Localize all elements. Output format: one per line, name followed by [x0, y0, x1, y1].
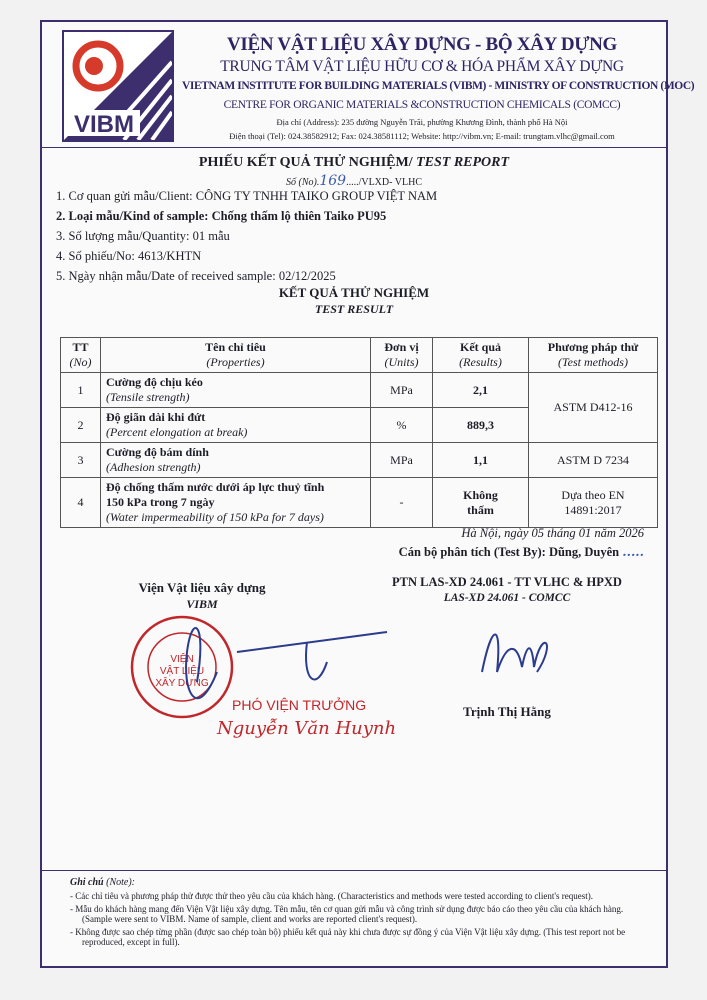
right-signer-name: Trịnh Thị Hằng — [463, 704, 551, 719]
note-item: - Không được sao chép từng phần (được sao chép toàn bộ) phiếu kết quả này khi chưa được sự đồng ý của Viện Vật liệu xây dựng. (This test report not be reproduced, except in full). — [70, 927, 626, 947]
svg-text:VIỆN: VIỆN — [170, 654, 194, 665]
vibm-logo — [62, 30, 174, 142]
info-client: 1. Cơ quan gửi mẫu/Client: CÔNG TY TNHH TAIKO GROUP VIỆT NAM — [56, 189, 438, 203]
result-heading: KẾT QUẢ THỬ NGHIỆM — [278, 285, 430, 300]
centre-name-en: CENTRE FOR ORGANIC MATERIALS &CONSTRUCTION CHEMICALS (COMCC) — [223, 99, 621, 111]
info-number: 4. Số phiếu/No: 4613/KHTN — [56, 249, 202, 263]
right-signer-lab-en: LAS-XD 24.061 - COMCC — [443, 592, 571, 604]
right-signer-lab: PTN LAS-XD 24.061 - TT VLHC & HPXD — [392, 575, 622, 589]
svg-text:VIBM: VIBM — [74, 111, 134, 138]
table-row: 1 Cường độ chịu kéo (Tensile strength) MPa 2,1 ASTM D412-16 — [61, 373, 658, 408]
svg-text:VẬT LIỆU: VẬT LIỆU — [159, 666, 205, 677]
note-item: - Mẫu do khách hàng mang đến Viện Vật liệu xây dựng. Tên mẫu, tên cơ quan gửi mẫu và công trình sử dụng được báo cáo theo yêu cầu của khách hàng. (Sample were sent to VIBM. Name of sample, client and works are reported client's request). — [70, 904, 624, 924]
institute-name-en: VIETNAM INSTITUTE FOR BUILDING MATERIALS (VIBM) - MINISTRY OF CONSTRUCTION (MOC) — [182, 80, 695, 92]
address: Địa chỉ (Address): 235 đường Nguyễn Trãi, phường Khương Đình, thành phố Hà Nội — [276, 117, 568, 127]
result-heading-en: TEST RESULT — [314, 302, 394, 316]
table-row: 3 Cường độ bám dính (Adhesion strength) MPa 1,1 ASTM D 7234 — [61, 443, 658, 478]
date-line: Hà Nội, ngày 05 tháng 01 năm 2026 — [461, 526, 644, 540]
institute-name-vi: VIỆN VẬT LIỆU XÂY DỰNG - BỘ XÂY DỰNG — [227, 34, 617, 55]
svg-text:XÂY DỰNG: XÂY DỰNG — [155, 678, 209, 689]
note-item: - Các chỉ tiêu và phương pháp thử được thử theo yêu cầu của khách hàng. (Characteristics and methods were tested according to client's request). — [70, 891, 593, 901]
notes-section: Ghi chú (Note): - Các chỉ tiêu và phương pháp thử được thử theo yêu cầu của khách hàng. (Characteristics and methods were tested according to client's request). - Mẫu do khách hàng mang đến Viện Vật liệu xây dựng. Tên mẫu, tên cơ quan gửi mẫu và công trình sử dụng được báo cáo theo yêu cầu của khách hàng. (Sample were sent to VIBM. Name of sample, client and works are reported client's request). - Không được sao chép từng phần (được sao chép toàn bộ) phiếu kết quả này khi chưa được sự đồng ý của Viện Vật liệu xây dựng. (This test report not be reproduced, except in full). — [42, 870, 666, 966]
table-row: 4 Độ chống thấm nước dưới áp lực thuỷ tĩnh 150 kPa trong 7 ngày (Water impermeability of 150 kPa for 7 days) - Không thấm Dựa theo EN 14891:2017 — [61, 478, 658, 528]
analyst-line: Cán bộ phân tích (Test By): Dũng, Duyên ..... — [398, 544, 644, 559]
report-number: Số (No).169...../VLXD- VLHC — [285, 173, 422, 189]
info-sample: 2. Loại mẫu/Kind of sample: Chống thấm lộ thiên Taiko PU95 — [56, 209, 387, 223]
table-row: 2 Độ giãn dài khi đứt (Percent elongation at break) % 889,3 — [61, 408, 658, 443]
table-header: TT (No) Tên chỉ tiêu (Properties) Đơn vị (Units) Kết quả (Results) Phương pháp thử (Test methods) — [61, 338, 658, 373]
left-signer-title: PHÓ VIỆN TRƯỞNG — [232, 697, 367, 713]
letterhead — [42, 22, 695, 148]
report-title: PHIẾU KẾT QUẢ THỬ NGHIỆM/ TEST REPORT — [198, 155, 510, 170]
left-signer-org: Viện Vật liệu xây dựng — [138, 580, 266, 595]
info-date-received: 5. Ngày nhận mẫu/Date of received sample: 02/12/2025 — [56, 269, 336, 283]
info-quantity: 3. Số lượng mẫu/Quantity: 01 mẫu — [56, 229, 230, 243]
left-signer-name: Nguyễn Văn Huynh — [217, 718, 397, 739]
handwritten-signature — [472, 622, 562, 682]
test-report-page — [40, 20, 695, 968]
left-signer-org-en: VIBM — [186, 597, 218, 611]
centre-name-vi: TRUNG TÂM VẬT LIỆU HỮU CƠ & HÓA PHẨM XÂY DỰNG — [220, 58, 624, 75]
contact: Điện thoại (Tel): 024.38582912; Fax: 024.38581112; Website: http://vibm.vn; E-mail: trungtam.vlhc@gmail.com — [229, 131, 615, 141]
results-table — [60, 337, 658, 528]
